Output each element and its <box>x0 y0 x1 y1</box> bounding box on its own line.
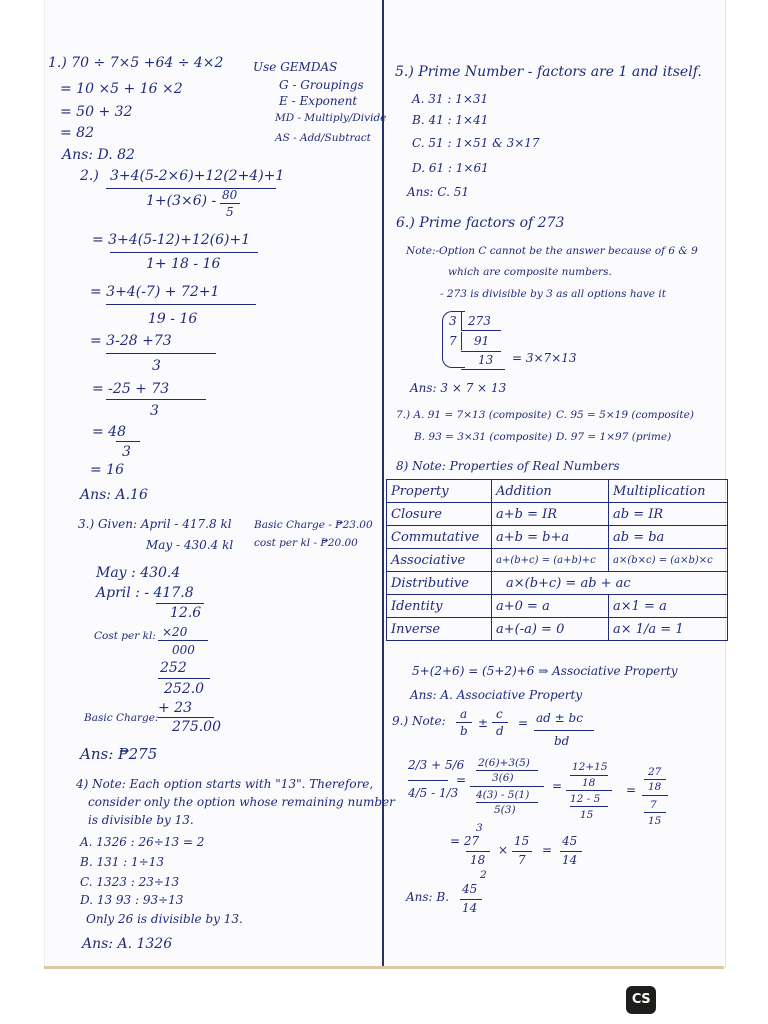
row-inverse-property: Inverse <box>387 618 492 641</box>
row-distributive-formula: a×(b+c) = ab + ac <box>492 572 728 595</box>
p8-answer: Ans: A. Associative Property <box>410 688 583 702</box>
p4-note-3: is divisible by 13. <box>88 813 194 827</box>
p2-den-3: 19 - 16 <box>148 311 198 327</box>
p7-option-c: C. 95 = 5×19 (composite) <box>556 409 694 421</box>
row-associative-multiplication: a×(b×c) = (a×b)×c <box>609 549 728 572</box>
table-row <box>387 595 728 618</box>
p9-step3-nn: 27 <box>648 766 662 778</box>
p9-step3-dbar <box>644 812 666 813</box>
p6-quotient-13: 13 <box>478 353 494 367</box>
p9-step2-mainbar <box>566 790 612 791</box>
p6-dividend-273: 273 <box>468 314 491 328</box>
p3-zeros: 000 <box>172 643 195 657</box>
p2-fraction-bar-3 <box>106 304 256 305</box>
p2-den-5: 3 <box>150 403 159 419</box>
row-inverse-addition: a+(-a) = 0 <box>492 618 609 641</box>
p3-plus-23: + 23 <box>158 700 192 716</box>
p9-line2-num: = 27 <box>450 834 480 848</box>
p9-eq-1: = <box>456 773 467 787</box>
p6-title: 6.) Prime factors of 273 <box>396 215 565 231</box>
p9-formula-a: a <box>460 707 468 721</box>
p3-cost-per-kl: cost per kl - ₱20.00 <box>254 537 358 549</box>
p4-option-a: A. 1326 : 26÷13 = 2 <box>80 835 205 849</box>
row-inverse-multiplication: a× 1/a = 1 <box>609 618 728 641</box>
p9-result-45: 45 <box>562 834 578 848</box>
p7-option-a: 7.) A. 91 = 7×13 (composite) <box>396 409 552 421</box>
gemdas-as: AS - Add/Subtract <box>275 132 371 144</box>
p1-line-4: = 82 <box>60 125 94 141</box>
p7-option-d: D. 97 = 1×97 (prime) <box>556 431 672 443</box>
p9-complex-bar <box>408 780 448 781</box>
p6-divisor-3: 3 <box>449 314 457 328</box>
p6-divisor-7: 7 <box>449 334 457 348</box>
p9-formula-pm: ± <box>478 716 489 730</box>
table-row <box>387 503 728 526</box>
row-closure-property: Closure <box>387 503 492 526</box>
p4-conclusion: Only 26 is divisible by 13. <box>86 912 243 926</box>
p9-eq-3: = <box>626 783 637 797</box>
p9-step1-dd: 5(3) <box>494 804 516 816</box>
p5-option-a: A. 31 : 1×31 <box>412 92 489 106</box>
table-header-row <box>387 480 728 503</box>
p5-option-b: B. 41 : 1×41 <box>412 113 489 127</box>
p9-times: × <box>498 843 509 857</box>
table-row <box>387 618 728 641</box>
row-commutative-property: Commutative <box>387 526 492 549</box>
p6-note-1: Note:-Option C cannot be the answer because of 6 & 9 <box>406 245 698 257</box>
p4-option-b: B. 131 : 1÷13 <box>80 855 164 869</box>
p9-step2-dd: 15 <box>580 809 594 821</box>
gemdas-e: E - Exponent <box>279 94 358 108</box>
p3-times-20: ×20 <box>162 625 188 639</box>
p4-note-1: 4) Note: Each option starts with "13". Therefore, <box>76 777 374 791</box>
row-closure-multiplication: ab = IR <box>609 503 728 526</box>
p6-division-rule-1 <box>461 330 501 331</box>
p3-2520: 252.0 <box>164 681 205 697</box>
row-associative-property: Associative <box>387 549 492 572</box>
p6-division-rule-3 <box>461 369 505 370</box>
p4-option-d: D. 13 93 : 93÷13 <box>80 893 184 907</box>
p3-given-april: 3.) Given: April - 417.8 kl <box>78 517 232 531</box>
p7-option-b: B. 93 = 3×31 (composite) <box>414 431 552 443</box>
p5-option-d: D. 61 : 1×61 <box>412 161 489 175</box>
p2-result: = 16 <box>90 462 124 478</box>
p2-den-6: 3 <box>122 444 131 460</box>
p3-given-may: May - 430.4 kl <box>146 538 234 552</box>
p2-fraction-bar-2 <box>110 252 258 253</box>
p9-step1-mainbar <box>470 786 544 787</box>
p2-den-2: 1+ 18 - 16 <box>146 256 221 272</box>
p9-result-14: 14 <box>562 853 578 867</box>
row-distributive-property: Distributive <box>387 572 492 595</box>
header-multiplication: Multiplication <box>609 480 728 503</box>
row-closure-addition: a+b = IR <box>492 503 609 526</box>
p9-fifteen: 15 <box>514 834 530 848</box>
p9-complex-den: 4/5 - 1/3 <box>408 786 459 800</box>
p6-dividend-91: 91 <box>474 334 490 348</box>
p3-may: May : 430.4 <box>96 565 181 581</box>
gemdas-title: Use GEMDAS <box>253 60 338 74</box>
p1-line-2: = 10 ×5 + 16 ×2 <box>60 81 183 97</box>
p9-answer-num: 45 <box>462 882 478 896</box>
table-row <box>387 549 728 572</box>
p6-note-3: - 273 is divisible by 3 as all options have it <box>440 288 666 300</box>
p9-formula-b: b <box>460 724 468 738</box>
p9-step2-nd: 18 <box>582 777 596 789</box>
row-identity-property: Identity <box>387 595 492 618</box>
p9-formula-d: d <box>496 724 504 738</box>
header-property: Property <box>387 480 492 503</box>
p9-step3-dd: 15 <box>648 815 662 827</box>
p9-formula-eq: = <box>518 716 529 730</box>
p5-answer: Ans: C. 51 <box>407 185 470 199</box>
p9-step1-nd: 3(6) <box>492 772 514 784</box>
p2-fraction-bar-6 <box>116 441 140 442</box>
p5-title: 5.) Prime Number - factors are 1 and itself. <box>395 64 702 80</box>
p9-formula-c: c <box>496 707 503 721</box>
p5-option-c: C. 51 : 1×51 & 3×17 <box>412 136 540 150</box>
p9-formula-result-den: bd <box>554 734 570 748</box>
p9-eq-4: = <box>542 843 553 857</box>
page-bottom-edge <box>44 966 724 969</box>
p2-sub-frac-num: 80 <box>222 188 238 202</box>
p9-step1-dn: 4(3) - 5(1) <box>476 789 530 801</box>
p6-division-bar-1 <box>461 312 462 330</box>
p9-seven: 7 <box>518 853 526 867</box>
p3-basic-label: Basic Charge: <box>84 712 159 724</box>
row-identity-addition: a+0 = a <box>492 595 609 618</box>
p9-step3-nd: 18 <box>648 781 662 793</box>
p9-answer: Ans: B. <box>406 890 450 904</box>
p3-basic-charge: Basic Charge - ₱23.00 <box>254 519 373 531</box>
p9-step3-dn: 7 <box>650 799 657 811</box>
p2-den-4: 3 <box>152 358 161 374</box>
p2-num-5: = -25 + 73 <box>92 381 170 397</box>
p9-line2-den: 18 <box>470 853 486 867</box>
p9-complex-num: 2/3 + 5/6 <box>408 758 465 772</box>
p2-fraction-bar-4 <box>106 353 216 354</box>
gemdas-md: MD - Multiply/Divide <box>275 112 387 124</box>
row-commutative-addition: a+b = b+a <box>492 526 609 549</box>
p1-line-1: 1.) 70 ÷ 7×5 +64 ÷ 4×2 <box>48 55 224 71</box>
table-row <box>387 526 728 549</box>
p3-sum-bar <box>158 678 210 679</box>
p3-total: 275.00 <box>172 719 221 735</box>
p9-step2-nn: 12+15 <box>572 761 608 773</box>
p1-line-3: = 50 + 32 <box>60 104 133 120</box>
p3-answer: Ans: ₱275 <box>80 745 158 763</box>
p3-cost-label: Cost per kl: <box>94 630 156 642</box>
properties-table <box>386 479 728 641</box>
p2-num-2: = 3+4(5-12)+12(6)+1 <box>92 232 251 248</box>
p9-step3-mainbar <box>642 795 668 796</box>
p1-answer: Ans: D. 82 <box>62 147 135 163</box>
p2-num-3: = 3+4(-7) + 72+1 <box>90 284 220 300</box>
camscanner-logo: CS <box>626 986 656 1014</box>
p9-formula-result-num: ad ± bc <box>536 711 583 725</box>
column-divider <box>382 0 384 966</box>
p9-step2-dn: 12 - 5 <box>570 793 601 805</box>
p9-answer-den: 14 <box>462 901 478 915</box>
p3-mul-bar <box>158 640 208 641</box>
p3-april: April : - 417.8 <box>96 585 194 601</box>
p4-note-2: consider only the option whose remaining number <box>88 795 395 809</box>
p2-fraction-bar-1 <box>106 188 276 189</box>
p9-note: 9.) Note: <box>392 714 446 728</box>
p9-cancel-bottom-2: 2 <box>480 869 487 881</box>
p9-cancel-top-3: 3 <box>476 822 483 834</box>
p6-answer: Ans: 3 × 7 × 13 <box>410 381 507 395</box>
p2-den-1: 1+(3×6) - <box>146 193 217 209</box>
row-identity-multiplication: a×1 = a <box>609 595 728 618</box>
p9-formula-result-bar <box>534 730 594 731</box>
p9-eq-2: = <box>552 779 563 793</box>
p6-note-2: which are composite numbers. <box>448 266 612 278</box>
header-addition: Addition <box>492 480 609 503</box>
row-commutative-multiplication: ab = ba <box>609 526 728 549</box>
p6-division-bar-2 <box>461 332 462 350</box>
row-associative-addition: a+(b+c) = (a+b)+c <box>492 549 609 572</box>
p2-num-6: = 48 <box>92 424 126 440</box>
p2-label: 2.) <box>80 168 99 184</box>
p3-252: 252 <box>160 660 187 676</box>
p2-num-1: 3+4(5-2×6)+12(2+4)+1 <box>110 168 285 184</box>
p2-sub-frac-den: 5 <box>226 205 234 219</box>
p6-result: = 3×7×13 <box>512 351 577 365</box>
p9-step2-dbar <box>570 806 608 807</box>
p3-diff: 12.6 <box>170 605 202 621</box>
p2-answer: Ans: A.16 <box>80 487 148 503</box>
p2-fraction-bar-5 <box>106 399 206 400</box>
gemdas-g: G - Groupings <box>279 78 364 92</box>
p4-answer: Ans: A. 1326 <box>82 936 173 952</box>
p8-example: 5+(2+6) = (5+2)+6 ⇒ Associative Property <box>412 664 678 678</box>
p2-num-4: = 3-28 +73 <box>90 333 172 349</box>
table-row <box>387 572 728 595</box>
p4-option-c: C. 1323 : 23÷13 <box>80 875 180 889</box>
p9-step1-nn: 2(6)+3(5) <box>478 757 530 769</box>
p8-title: 8) Note: Properties of Real Numbers <box>396 459 620 473</box>
